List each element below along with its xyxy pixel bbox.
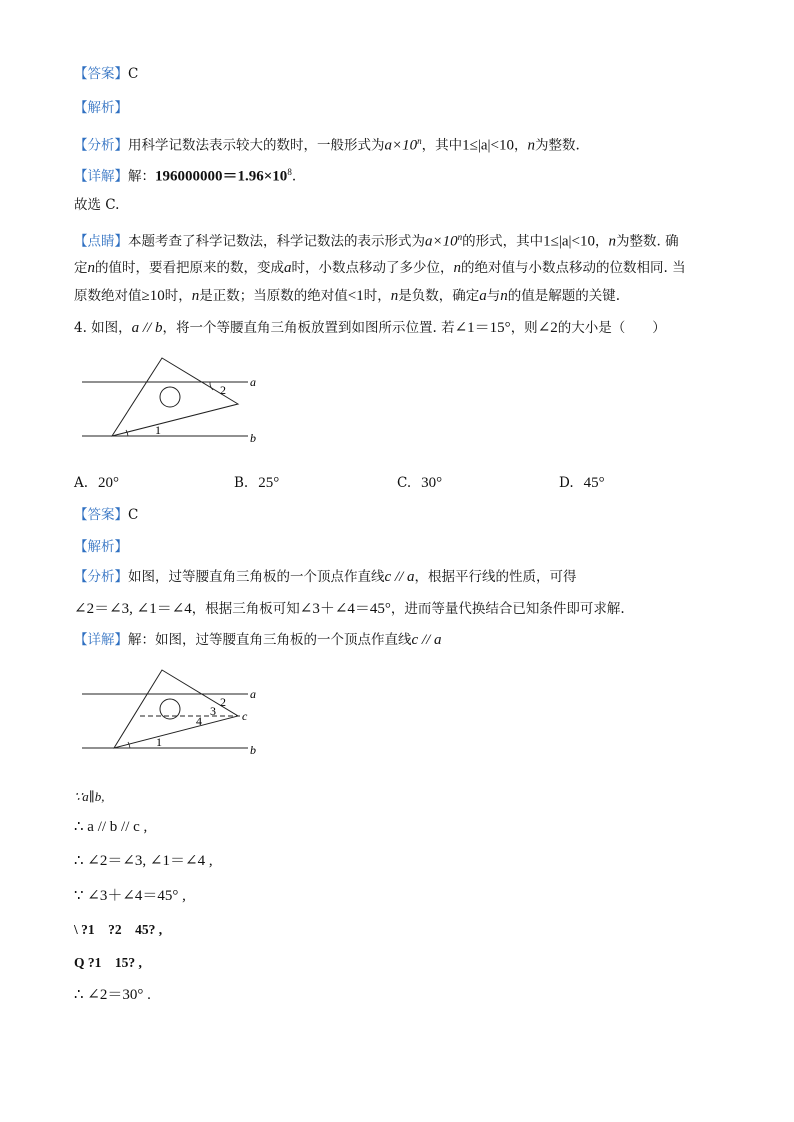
option-c[interactable] — [397, 473, 442, 493]
proof-step-4: ∵ ∠3＋∠4＝45° , — [74, 888, 186, 904]
formula-exponent: n — [417, 136, 422, 146]
label-angle-1: 1 — [155, 423, 161, 437]
label-a: a — [250, 375, 256, 389]
xiangjie-line-2 — [74, 630, 442, 650]
formula: ∠1＝15° — [454, 320, 511, 336]
question-text: ，将一个等腰直角三角板放置到如图所示位置. 若 — [162, 320, 455, 336]
option-letter: C. — [397, 475, 412, 491]
figure-triangle-parallel-lines — [70, 350, 270, 450]
label-b: b — [250, 743, 256, 757]
formula: <1 — [347, 288, 364, 304]
formula: a // b — [131, 320, 163, 336]
formula-exponent: 8 — [287, 167, 292, 177]
dianjing-text: 的绝对值与小数点移动的位数相同. 当 — [461, 260, 686, 276]
choose-line: 故选 C. — [74, 197, 120, 213]
xiangjie-text: . — [291, 168, 297, 185]
option-value: 25° — [258, 475, 280, 491]
fenxi-text: 用科学记数法表示较大的数时，一般形式为 — [128, 137, 385, 154]
dianjing-text: 时，小数点移动了多少位， — [291, 260, 454, 276]
dianjing-text: 的值是解题的关键. — [507, 288, 620, 304]
triangle-ruler — [114, 670, 238, 748]
xiangjie-text: 解：如图，过等腰直角三角板的一个顶点作直线 — [128, 632, 412, 648]
question-text: ，则 — [510, 320, 538, 336]
formula-exponent: n — [457, 232, 463, 242]
label-c: c — [242, 709, 248, 723]
variable: n — [87, 260, 95, 276]
fenxi-text: 如图，过等腰直角三角板的一个顶点作直线 — [128, 569, 385, 585]
angle-1-arc — [128, 742, 130, 748]
xiangjie-text: 解： — [128, 168, 155, 185]
triangle-ruler — [112, 358, 238, 436]
fenxi-text: ，根据平行线的性质，可得 — [414, 569, 577, 585]
label-angle-2: 2 — [220, 383, 226, 397]
dianjing-text: 为整数. 确 — [615, 233, 679, 250]
formula: 1≤|a|<10 — [543, 233, 595, 250]
analysis-tag: 【解析】 — [74, 539, 128, 555]
formula: ≥10 — [141, 288, 165, 304]
proof-step-6: Q ?1 15? , — [74, 955, 142, 970]
analysis-heading-1 — [74, 98, 128, 118]
label-angle-1: 1 — [156, 735, 162, 749]
analysis-tag: 【解析】 — [74, 100, 128, 116]
label-angle-3: 3 — [210, 704, 216, 718]
dianjing-text: 时， — [363, 288, 391, 304]
option-letter: B. — [234, 475, 249, 491]
answer-value: C — [128, 66, 139, 82]
question-text: 的大小是（ ） — [557, 320, 666, 336]
xiangjie-line-1 — [74, 162, 296, 187]
angle-1-arc — [126, 430, 128, 436]
dianjing-line-2 — [74, 258, 686, 278]
analysis-heading-2 — [74, 537, 128, 557]
label-angle-2: 2 — [220, 695, 226, 709]
dianjing-text: 原数绝对值 — [74, 288, 142, 304]
dianjing-text: 与 — [486, 288, 501, 304]
fenxi-tag: 【分析】 — [74, 569, 128, 585]
dianjing-text: 的形式，其中 — [462, 233, 544, 250]
option-value: 20° — [98, 475, 120, 491]
label-b: b — [250, 431, 256, 445]
variable: n — [191, 288, 200, 304]
formula: a×10 — [384, 137, 418, 154]
dianjing-text: 的值时，要看把原来的数，变成 — [95, 260, 284, 276]
option-letter: A. — [74, 475, 89, 491]
fenxi-text: ， — [513, 137, 528, 154]
option-d[interactable] — [559, 473, 605, 493]
figure-triangle-auxiliary-line — [70, 660, 280, 760]
proof-step-3: ∴ ∠2＝∠3, ∠1＝∠4 , — [74, 853, 213, 869]
option-a[interactable] — [74, 473, 119, 493]
xiangjie-tag: 【详解】 — [74, 168, 128, 185]
variable: a — [479, 288, 487, 304]
variable: n — [527, 137, 535, 154]
xiangjie-tag: 【详解】 — [74, 632, 128, 648]
option-b[interactable] — [234, 473, 279, 493]
proof-step-5: \ ?1 ?2 45? , — [74, 922, 163, 937]
answer-value: C — [128, 507, 139, 523]
answer-line-2 — [74, 505, 138, 525]
question-4 — [74, 318, 666, 338]
formula: a×10 — [425, 233, 458, 250]
ruler-hole — [160, 699, 180, 719]
formula: 196000000＝1.96×10 — [155, 168, 288, 185]
option-value: 45° — [583, 475, 605, 491]
variable: n — [500, 288, 508, 304]
formula: c // a — [411, 632, 442, 648]
fenxi-text: ，进而等量代换结合已知条件即可求解. — [390, 601, 625, 617]
ruler-hole — [160, 387, 180, 407]
label-angle-4: 4 — [196, 714, 202, 728]
variable: n — [453, 260, 461, 276]
proof-step-1: ∵a∥b, — [74, 789, 105, 804]
formula: ∠2＝∠3, ∠1＝∠4 — [74, 601, 192, 617]
answer-tag: 【答案】 — [74, 66, 128, 82]
proof-step-2: ∴ a // b // c , — [74, 819, 148, 835]
label-a: a — [250, 687, 256, 701]
proof-step-7: ∴ ∠2＝30° . — [74, 987, 151, 1003]
option-value: 30° — [421, 475, 443, 491]
dianjing-text: 定 — [74, 260, 88, 276]
dianjing-text: 是负数，确定 — [398, 288, 480, 304]
variable: a — [284, 260, 292, 276]
fenxi-line-1 — [74, 131, 580, 156]
formula: ∠3＋∠4＝45° — [299, 601, 391, 617]
dianjing-text: 时， — [164, 288, 192, 304]
question-text: 4. 如图， — [74, 320, 132, 336]
fenxi-text: ，根据三角板可知 — [191, 601, 300, 617]
dianjing-line-1 — [74, 227, 679, 252]
answer-tag: 【答案】 — [74, 507, 128, 523]
dianjing-text: ， — [594, 233, 609, 250]
formula: 1≤|a|<10 — [462, 137, 514, 154]
fenxi-text: ，其中 — [421, 137, 463, 154]
fenxi-text: 为整数. — [534, 137, 580, 154]
dianjing-tag: 【点睛】 — [74, 233, 128, 250]
dianjing-text: 是正数；当原数的绝对值 — [199, 288, 348, 304]
dianjing-line-3 — [74, 286, 620, 306]
fenxi-tag: 【分析】 — [74, 137, 128, 154]
dianjing-text: 本题考查了科学记数法，科学记数法的表示形式为 — [128, 233, 425, 250]
fenxi-line-2a — [74, 567, 577, 587]
formula: c // a — [384, 569, 415, 585]
fenxi-line-2b — [74, 599, 625, 619]
answer-line-1 — [74, 64, 138, 84]
variable: n — [608, 233, 616, 250]
variable: n — [390, 288, 399, 304]
option-letter: D. — [559, 475, 574, 491]
formula: ∠2 — [537, 320, 558, 336]
